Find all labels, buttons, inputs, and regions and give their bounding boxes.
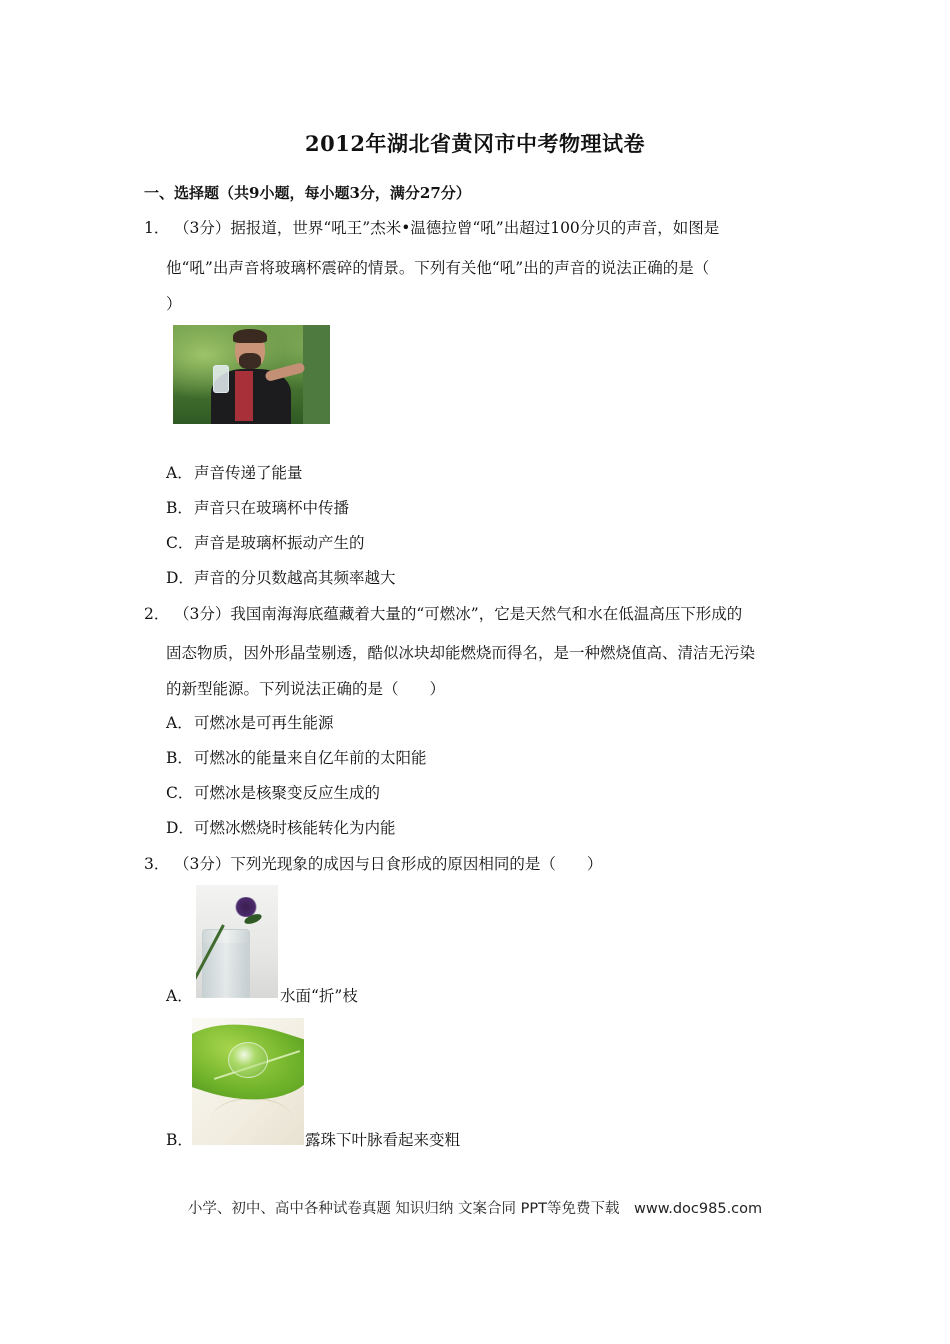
question-1-number: 1． [144,219,170,237]
question-3-number: 3． [144,855,170,873]
question-2-option-b: B．可燃冰的能量来自亿年前的太阳能 [166,749,427,767]
question-1-line-1: （3分）据报道，世界“吼王”杰米•温德拉曾“吼”出超过100分贝的声音，如图是 [174,219,720,237]
question-1-line-3: ） [166,295,182,313]
page-footer: 小学、初中、高中各种试卷真题 知识归纳 文案合同 PPT等免费下载 www.doc985.com [187,1201,763,1217]
question-2-option-c: C．可燃冰是核聚变反应生成的 [166,784,381,802]
flower-in-water-photo [196,885,278,998]
question-2-number: 2． [144,605,170,623]
man-shattering-glass-photo [173,325,330,424]
question-2-option-d: D．可燃冰燃烧时核能转化为内能 [166,819,396,837]
page-title: 2012年湖北省黄冈市中考物理试卷 [305,131,645,156]
question-2-line-3: 的新型能源。下列说法正确的是（ ） [166,680,446,698]
question-1-option-a: A．声音传递了能量 [166,464,303,482]
dewdrop-on-leaf-photo [192,1018,304,1145]
question-1-option-c: C．声音是玻璃杯振动产生的 [166,534,365,552]
question-3-option-b-label: B． [166,1131,193,1149]
section-heading: 一、选择题（共9小题，每小题3分，满分27分） [144,184,471,202]
question-3-option-b-text: 露珠下叶脉看起来变粗 [305,1131,461,1149]
question-1-option-b: B．声音只在玻璃杯中传播 [166,499,350,517]
question-3-option-a-text: 水面“折”枝 [280,987,358,1005]
question-1-line-2: 他“吼”出声音将玻璃杯震碎的情景。下列有关他“吼”出的声音的说法正确的是（ [166,259,710,277]
question-2-option-a: A．可燃冰是可再生能源 [166,714,334,732]
question-3-line-1: （3分）下列光现象的成因与日食形成的原因相同的是（ ） [174,855,603,873]
question-1-option-d: D．声音的分贝数越高其频率越大 [166,569,396,587]
question-2-line-2: 固态物质，因外形晶莹剔透，酷似冰块却能燃烧而得名，是一种燃烧值高、清洁无污染 [166,644,756,662]
question-3-option-a-label: A． [166,987,193,1005]
question-2-line-1: （3分）我国南海海底蕴藏着大量的“可燃冰”，它是天然气和水在低温高压下形成的 [174,605,743,623]
